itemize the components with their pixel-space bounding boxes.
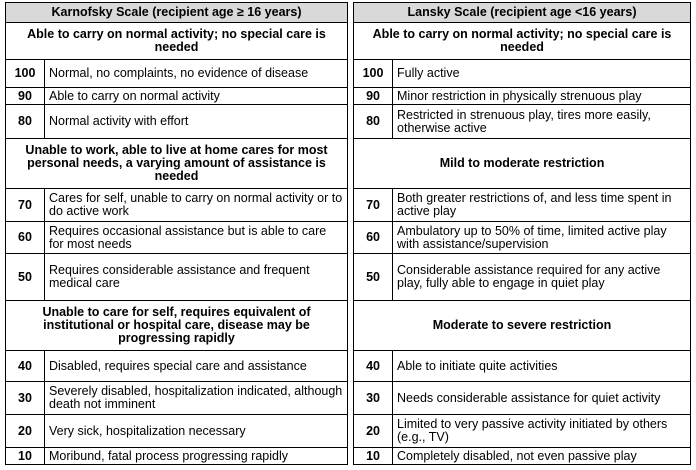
karnofsky-score: 70 [6,189,45,222]
karnofsky-description: Normal, no complaints, no evidence of disease [45,60,348,88]
karnofsky-description: Cares for self, unable to carry on normal activity or to do active work [45,189,348,222]
karnofsky-score: 90 [6,88,45,105]
lansky-score: 30 [354,382,393,415]
lansky-scale-header: Lansky Scale (recipient age <16 years) [354,3,691,23]
karnofsky-score: 60 [6,222,45,254]
karnofsky-description: Disabled, requires special care and assistance [45,351,348,382]
karnofsky-scale-header: Karnofsky Scale (recipient age ≥ 16 years) [6,3,348,23]
lansky-description: Considerable assistance required for any active play, fully able to engage in quiet play [393,254,691,301]
karnofsky-section-heading: Able to carry on normal activity; no special care is needed [6,23,348,60]
section-heading-row [6,23,691,60]
lansky-score: 70 [354,189,393,222]
karnofsky-score: 50 [6,254,45,301]
karnofsky-score: 80 [6,105,45,139]
section-heading-row [6,139,691,189]
performance-scale-table [5,2,691,465]
lansky-description: Able to initiate quite activities [393,351,691,382]
lansky-section-heading: Able to carry on normal activity; no special care is needed [354,23,691,60]
karnofsky-description: Very sick, hospitalization necessary [45,415,348,448]
table-row [6,105,691,139]
lansky-description: Fully active [393,60,691,88]
lansky-description: Limited to very passive activity initiated by others (e.g., TV) [393,415,691,448]
lansky-section-heading: Moderate to severe restriction [354,301,691,351]
lansky-description: Completely disabled, not even passive play [393,448,691,465]
table-row [6,189,691,222]
karnofsky-description: Able to carry on normal activity [45,88,348,105]
lansky-score: 20 [354,415,393,448]
lansky-score: 50 [354,254,393,301]
karnofsky-score: 100 [6,60,45,88]
lansky-description: Needs considerable assistance for quiet activity [393,382,691,415]
lansky-score: 100 [354,60,393,88]
lansky-score: 40 [354,351,393,382]
table-row [6,351,691,382]
lansky-score: 90 [354,88,393,105]
karnofsky-description: Requires considerable assistance and frequent medical care [45,254,348,301]
table-row [6,415,691,448]
lansky-description: Ambulatory up to 50% of time, limited active play with assistance/supervision [393,222,691,254]
karnofsky-description: Severely disabled, hospitalization indicated, although death not imminent [45,382,348,415]
lansky-score: 10 [354,448,393,465]
karnofsky-score: 30 [6,382,45,415]
karnofsky-score: 20 [6,415,45,448]
lansky-description: Restricted in strenuous play, tires more easily, otherwise active [393,105,691,139]
karnofsky-score: 40 [6,351,45,382]
table-row [6,448,691,465]
lansky-description: Minor restriction in physically strenuous play [393,88,691,105]
lansky-score: 60 [354,222,393,254]
lansky-score: 80 [354,105,393,139]
table-row [6,60,691,88]
karnofsky-section-heading: Unable to care for self, requires equivalent of institutional or hospital care, disease may be progressing rapidly [6,301,348,351]
table-header-row [6,3,691,23]
karnofsky-section-heading: Unable to work, able to live at home cares for most personal needs, a varying amount of assistance is needed [6,139,348,189]
karnofsky-description: Normal activity with effort [45,105,348,139]
karnofsky-score: 10 [6,448,45,465]
karnofsky-description: Moribund, fatal process progressing rapidly [45,448,348,465]
karnofsky-description: Requires occasional assistance but is able to care for most needs [45,222,348,254]
lansky-section-heading: Mild to moderate restriction [354,139,691,189]
table-row [6,382,691,415]
table-row [6,222,691,254]
table-row [6,88,691,105]
table-row [6,254,691,301]
section-heading-row [6,301,691,351]
lansky-description: Both greater restrictions of, and less time spent in active play [393,189,691,222]
